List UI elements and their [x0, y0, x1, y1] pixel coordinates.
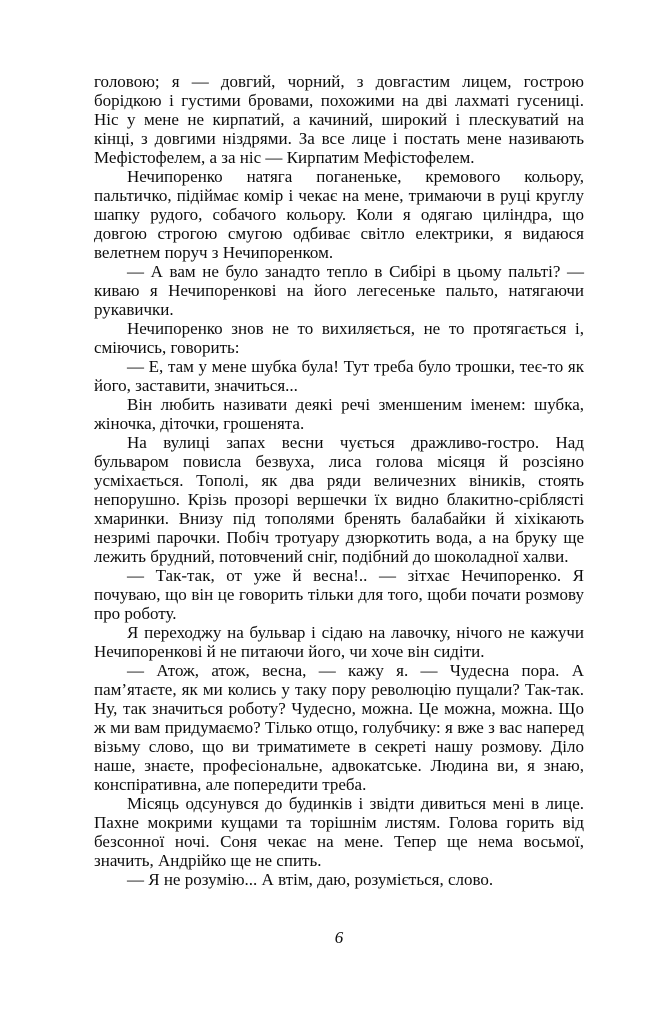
paragraph: — А вам не було занадто тепло в Сибірі в цьому пальті? — киваю я Нечипоренкові на його легесеньке пальто, натягаючи рукавички.	[94, 262, 584, 319]
paragraph: — Так-так, от уже й весна!.. — зітхає Нечипоренко. Я почуваю, що він це говорить тільки для того, щоби почати розмову про роботу.	[94, 566, 584, 623]
paragraph: На вулиці запах весни чується дражливо-гостро. Над бульваром повисла безвуха, лиса голова місяця й розсіяно усміхається. Тополі, як два ряди величезних віників, стоять непорушно. Крізь прозорі вершечки їх видно блакитно-сріблясті хмаринки. Внизу під тополями бренять балабайки й хіхікають незримі парочки. Побіч тротуару дзюркотить вода, а на бруку ще лежить брудний, потовчений сніг, подібний до шоколадної халви.	[94, 433, 584, 566]
paragraph: Я переходжу на бульвар і сідаю на лавочку, нічого не кажучи Нечипоренкові й не питаючи його, чи хоче він сидіти.	[94, 623, 584, 661]
paragraph: Нечипоренко знов не то вихиляється, не то протягається і, сміючись, говорить:	[94, 319, 584, 357]
page-text-block	[94, 72, 584, 889]
paragraph: — Е, там у мене шубка була! Тут треба було трошки, теє-то як його, заставити, значиться...	[94, 357, 584, 395]
paragraph: Він любить називати деякі речі зменшеним іменем: шубка, жіночка, діточки, грошенята.	[94, 395, 584, 433]
paragraph: — Атож, атож, весна, — кажу я. — Чудесна пора. А пам’ятаєте, як ми колись у таку пору революцію пущали? Так-так. Ну, так значиться роботу? Чудесно, можна. Це можна, можна. Що ж ми вам придумаємо? Тілько отщо, голубчику: я вже з вас наперед візьму слово, що ви триматимете в секреті нашу розмову. Діло наше, знаєте, професіональне, адвокатське. Людина ви, я знаю, конспіративна, але попередити треба.	[94, 661, 584, 794]
paragraph: Нечипоренко натяга поганеньке, кремового кольору, пальтичко, підіймає комір і чекає на мене, тримаючи в руці круглу шапку рудого, собачого кольору. Коли я одягаю циліндра, що довгою строгою смугою одбиває світло електрики, я видаюся велетнем поруч з Нечипоренком.	[94, 167, 584, 262]
page-number: 6	[334, 928, 344, 947]
paragraph: головою; я — довгий, чорний, з довгастим лицем, гострою борідкою і густими бровами, похожими на дві лахматі гусениці. Ніс у мене не кирпатий, а качиний, широкий і плескуватий на кінці, з довгими ніздрями. За все лице і постать мене називають Мефістофелем, а за ніс — Кирпатим Мефістофелем.	[94, 72, 584, 167]
paragraph: Місяць одсунувся до будинків і звідти дивиться мені в лице. Пахне мокрими кущами та торішнім листям. Голова горить від безсонної ночі. Соня чекає на мене. Тепер ще нема восьмої, значить, Андрійко ще не спить.	[94, 794, 584, 870]
paragraph: — Я не розумію... А втім, даю, розуміється, слово.	[127, 870, 494, 889]
